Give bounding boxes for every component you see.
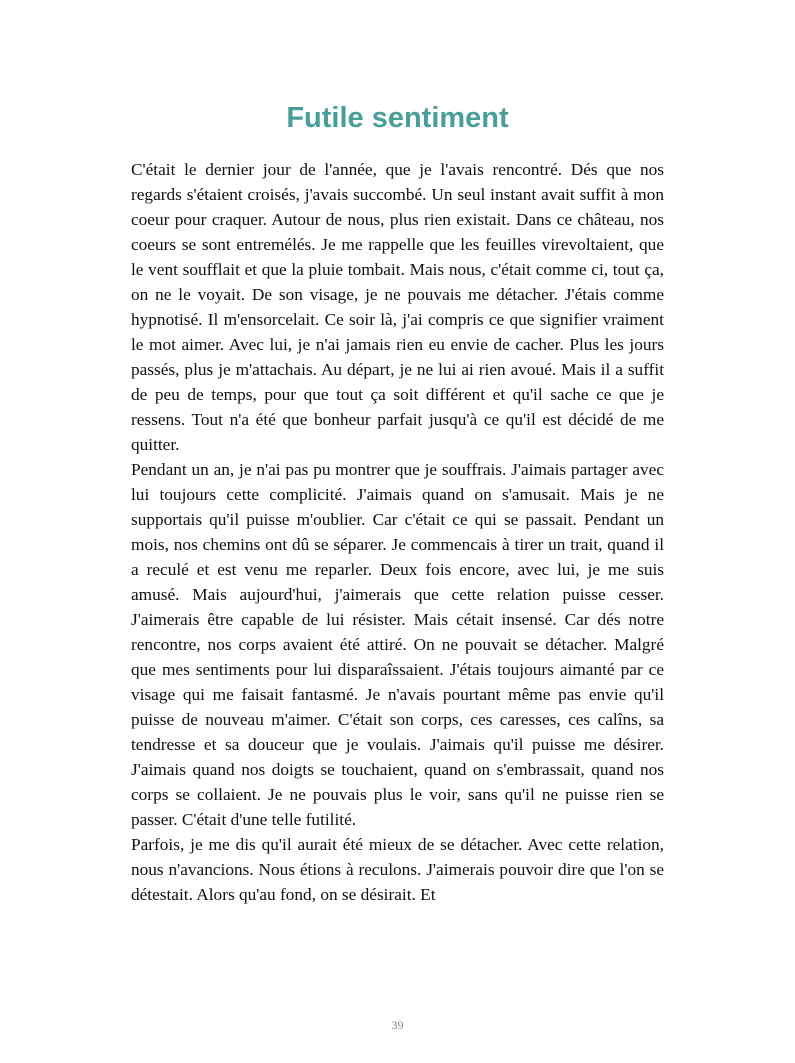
paragraph-1: C'était le dernier jour de l'année, que je l'avais rencontré. Dés que nos regards s'étaient croisés, j'avais succombé. Un seul instant avait suffit à mon coeur pour craquer. Autour de nous, plus rien existait. Dans ce château, nos coeurs se sont entremélés. Je me rappelle que les feuilles virevoltaient, que le vent soufflait et que la pluie tombait. Mais nous, c'était comme ci, tout ça, on ne le voyait. De son visage, je ne pouvais me détacher. J'étais comme hypnotisé. Il m'ensorcelait. Ce soir là, j'ai compris ce que signifier vraiment le mot aimer. Avec lui, je n'ai jamais rien eu envie de cacher. Plus les jours passés, plus je m'attachais. Au départ, je ne lui ai rien avoué. Mais il a suffit de peu de temps, pour que tout ça soit différent et qu'il sache ce que je ressens. Tout n'a été que bonheur parfait jusqu'à ce qu'il est décidé de me quitter. — [131, 160, 664, 454]
paragraph-3: Parfois, je me dis qu'il aurait été mieux de se détacher. Avec cette relation, nous n'avancions. Nous étions à reculons. J'aimerais pouvoir dire que l'on se détestait. Alors qu'au fond, on se désirait. Et — [131, 835, 664, 904]
page-title: Futile sentiment — [286, 102, 509, 134]
page-number: 39 — [391, 1018, 404, 1032]
body-text — [131, 157, 664, 907]
paragraph-2: Pendant un an, je n'ai pas pu montrer que je souffrais. J'aimais partager avec lui toujours cette complicité. J'aimais quand on s'amusait. Mais je ne supportais qu'il puisse m'oublier. Car c'était ce qui se passait. Pendant un mois, nos chemins ont dû se séparer. Je commencais à tirer un trait, quand il a reculé et est venu me reparler. Deux fois encore, avec lui, je me suis amusé. Mais aujourd'hui, j'aimerais que cette relation puisse cesser. J'aimerais être capable de lui résister. Mais cétait insensé. Car dés notre rencontre, nos corps avaient été attiré. On ne pouvait se détacher. Malgré que mes sentiments pour lui disparaîssaient. J'étais toujours aimanté par ce visage qui me faisait fantasmé. Je n'avais pourtant même pas envie qu'il puisse de nouveau m'aimer. C'était son corps, ces caresses, ces calîns, sa tendresse et sa douceur que je voulais. J'aimais qu'il puisse me désirer. J'aimais quand nos doigts se touchaient, quand on s'embrassait, quand nos corps se collaient. Je ne pouvais plus le voir, sans qu'il ne puisse rien se passer. C'était d'une telle futilité. — [131, 460, 664, 829]
